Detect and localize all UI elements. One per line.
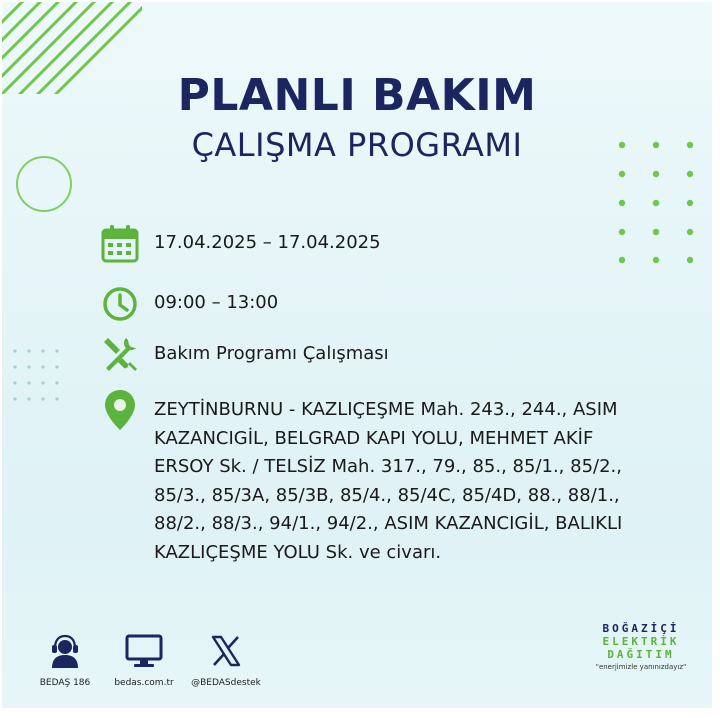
address-line: ERSOY Sk. / TELSİZ Mah. 317., 79., 85., 85/1., 85/2., (154, 456, 622, 477)
tools-icon (100, 334, 140, 374)
company-logo (586, 622, 696, 671)
headset-icon (47, 634, 83, 668)
phone-label: BEDAŞ 186 (39, 678, 91, 688)
address-line: ZEYTİNBURNU - KAZLIÇEŞME Mah. 243., 244., ASIM (154, 399, 618, 420)
page-subtitle: ÇALIŞMA PROGRAMI (191, 126, 523, 164)
page-title: PLANLI BAKIM (177, 70, 537, 121)
social-label: @BEDASdestek (191, 678, 261, 688)
location-pin-icon (100, 388, 140, 432)
footer-phone (30, 634, 100, 688)
logo-line-1: BOĞAZİÇİ (602, 622, 680, 635)
monitor-icon (125, 634, 163, 668)
clock-icon (100, 284, 140, 324)
address-line: KAZANCIGİL, BELGRAD KAPI YOLU, MEHMET AKİF (154, 427, 594, 449)
logo-line-2: ELEKTRİK (602, 635, 680, 648)
address-block (154, 396, 694, 567)
logo-line-3: DAĞITIM (607, 648, 675, 661)
footer-web (106, 634, 182, 688)
footer-social (184, 634, 268, 688)
logo-tagline: "enerjimizle yanınızdayız" (595, 663, 687, 671)
address-line: 85/3., 85/3A, 85/3B, 85/4., 85/4C, 85/4D, 88., 88/1., (154, 484, 620, 506)
work-type: Bakım Programı Çalışması (154, 343, 389, 364)
calendar-icon (100, 224, 140, 264)
decorative-ring (16, 156, 72, 212)
address-line: KAZLIÇEŞME YOLU Sk. ve civarı. (154, 541, 442, 563)
announcement-card (2, 2, 712, 708)
web-label: bedas.com.tr (114, 678, 174, 688)
time-range: 09:00 – 13:00 (154, 292, 279, 313)
address-line: 88/2., 88/3., 94/1., 94/2., ASIM KAZANCIGİL, BALIKLI (154, 513, 623, 534)
x-logo-icon (209, 634, 243, 668)
decorative-dot-grid-left (12, 347, 72, 407)
date-range: 17.04.2025 – 17.04.2025 (154, 232, 381, 253)
